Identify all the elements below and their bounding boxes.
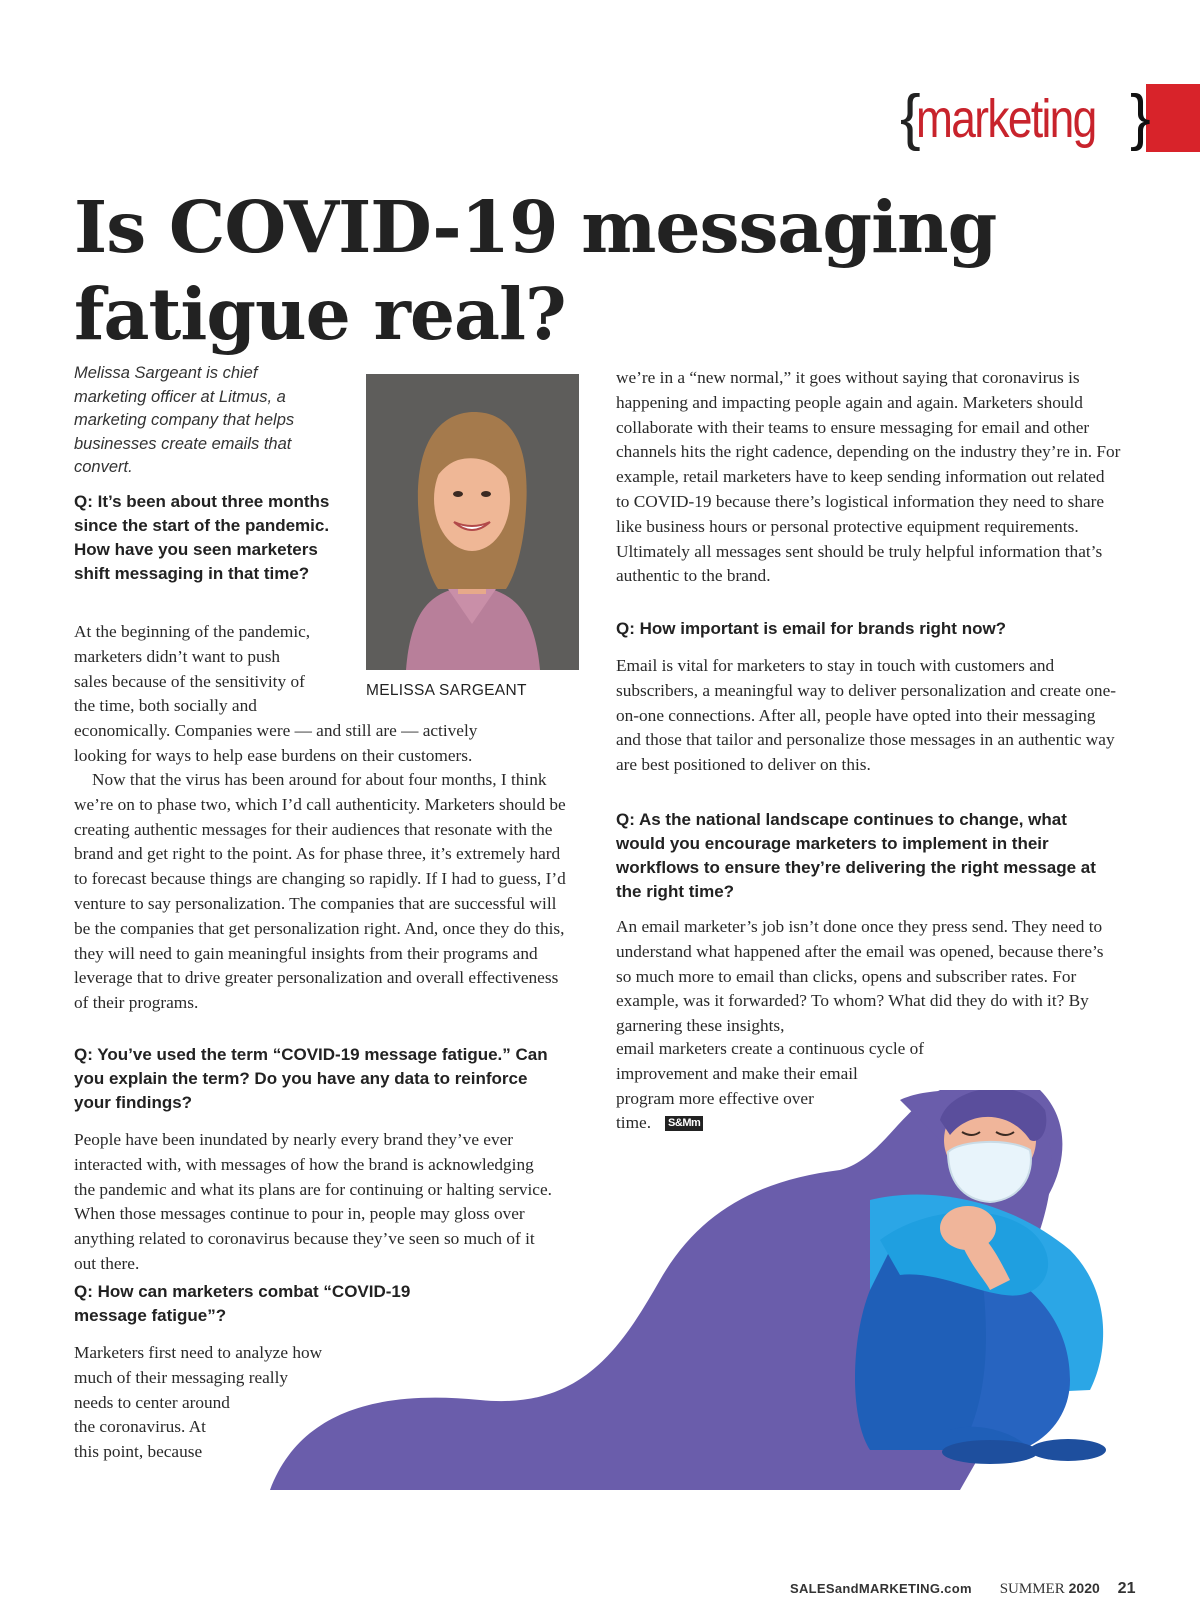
answer-1-paragraph-2: Now that the virus has been around for about four months, I think we’re on to phase two, which I’d call authenticity. Marketers should be creating authentic messages for their audiences that resonate with the brand and get right to the point. As for phase three, it’s extremely hard to forecast because things are changing so rapidly. If I had to guess, I’d venture to say personalization. The companies that are successful will be the companies that get personalization right. And, once they do this, they will need to gain meaningful insights from their programs and leverage that to drive greater personalization and overall effectiveness of their programs.	[74, 770, 566, 1013]
answer-1-rest: economically. Companies were — and still are — actively looking for ways to help ease burdens on their customers.	[74, 721, 478, 765]
question-1: Q: It’s been about three months since the start of the pandemic. How have you seen marketers shift messaging in that time?	[74, 492, 330, 583]
question-3: Q: How can marketers combat “COVID-19 message fatigue”?	[74, 1282, 411, 1325]
answer-3-continued: we’re in a “new normal,” it goes without saying that coronavirus is happening and impacting people again and again. Marketers should collaborate with their teams to ensure messaging for email and other channels hits the right cadence, depending on the industry they’re in. For example, retail marketers have to keep sending information out related to COVID-19 because there’s logistical information they need to share like business hours or personal protective equipment requirements. Ultimately all messages sent should be truly helpful information that’s authentic to the brand.	[616, 368, 1121, 586]
question-2: Q: You’ve used the term “COVID-19 message fatigue.” Can you explain the term? Do you have any data to reinforce your findings?	[74, 1045, 548, 1112]
author-photo	[366, 374, 579, 670]
footer-year: 2020	[1068, 1580, 1100, 1596]
footer-season: SUMMER	[999, 1581, 1065, 1597]
photo-caption: MELISSA SARGEANT	[366, 682, 527, 699]
headline-line-2: fatigue real?	[74, 272, 566, 356]
section-accent-block	[1146, 84, 1200, 152]
answer-1-wrap: At the beginning of the pandemic, marketers didn’t want to push sales because of the sensitivity of the time, both socially and	[74, 622, 311, 716]
question-5: Q: As the national landscape continues to change, what would you encourage marketers to implement in their workflows to ensure they’re delivering the right message at the right time?	[616, 810, 1096, 901]
headline	[74, 184, 1134, 358]
section-tab: { marketing }	[898, 84, 1200, 156]
answer-4: Email is vital for marketers to stay in touch with customers and subscribers, a meaningful way to deliver personalization and create one-on-one connections. After all, people have opted into their messaging and those that tailor and personalize those messages in an authentic way are best positioned to deliver on this.	[616, 656, 1117, 775]
end-mark-icon: S&Mm	[665, 1116, 703, 1131]
headline-line-1: Is COVID-19 messaging	[74, 185, 997, 269]
answer-5: An email marketer’s job isn’t done once they press send. They need to understand what happened after the email was opened, because there’s so much more to email than clicks, opens and subscriber rates. For example, was it forwarded? To whom? What did they do with it? By garnering these insights,	[616, 917, 1104, 1036]
answer-3-lines: Marketers first need to analyze how much of their messaging really needs to center around the coronavirus. At this point, because	[74, 1343, 323, 1462]
page-number: 21	[1117, 1580, 1136, 1597]
page-footer	[790, 1580, 1150, 1598]
masked-woman-illustration	[0, 1090, 1200, 1510]
section-label: marketing	[916, 89, 1096, 149]
answer-5-end: email marketers create a continuous cycle of improvement and make their email program more effective over time. S&Mm	[616, 1039, 925, 1133]
footer-site: SALESandMARKETING.com	[790, 1581, 972, 1596]
answer-2: People have been inundated by nearly every brand they’ve ever interacted with, with messages of how the brand is acknowledging the pandemic and what its plans are for continuing or halting service. When those messages continue to pour in, people may gloss over anything related to coronavirus because they’ve seen so much of it out there.	[74, 1130, 552, 1273]
question-4: Q: How important is email for brands right now?	[616, 619, 1007, 638]
author-intro: Melissa Sargeant is chief marketing officer at Litmus, a marketing company that helps businesses create emails that convert.	[74, 364, 295, 476]
